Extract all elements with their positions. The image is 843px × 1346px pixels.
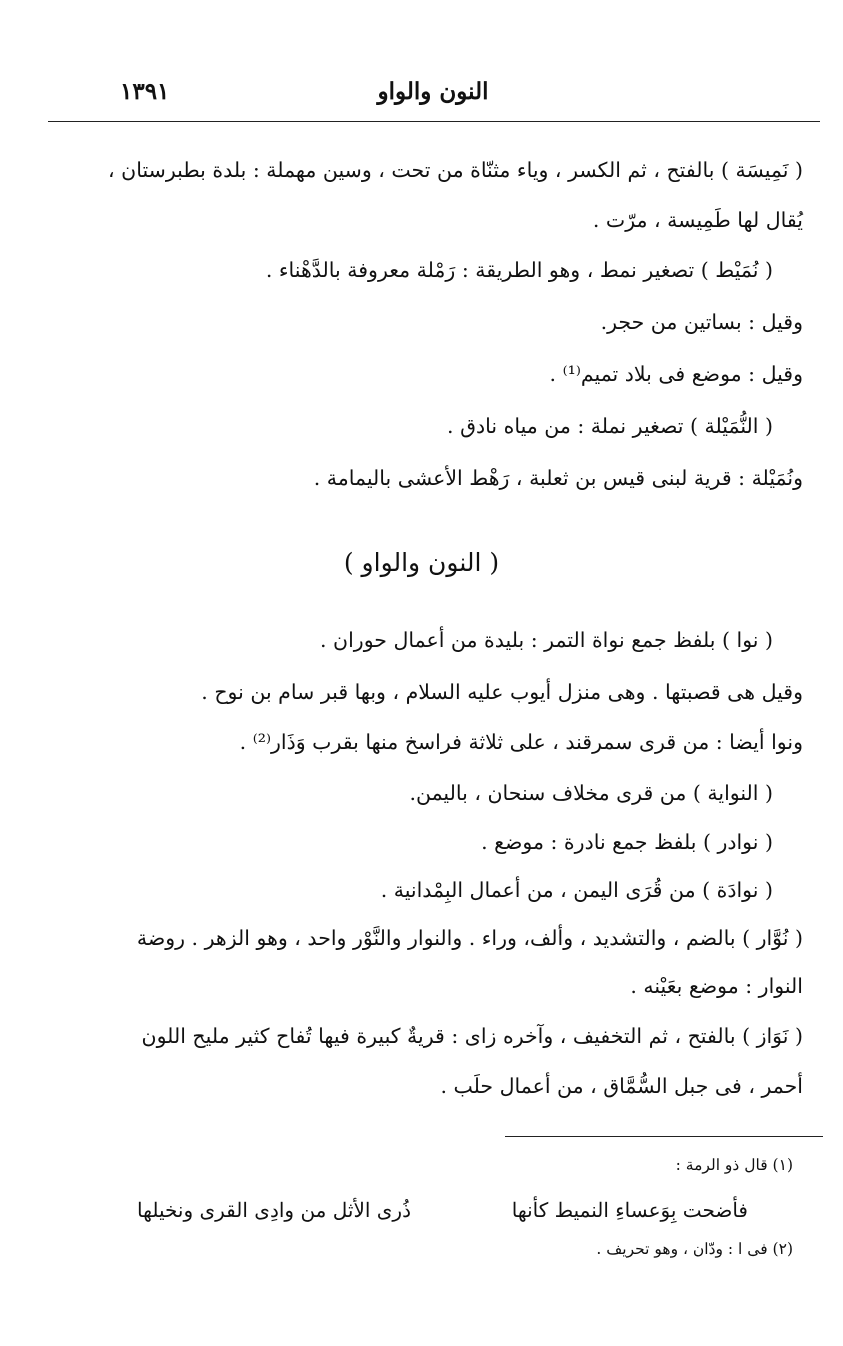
footnote-1-intro: (١) قال ذو الرمة : bbox=[675, 1156, 793, 1174]
text-line: أحمر ، فى جبل السُّمَّاق ، من أعمال حلَب . bbox=[440, 1074, 803, 1098]
text-line: يُقال لها طَمِيسة ، مرّت . bbox=[592, 208, 803, 232]
footnote-rule bbox=[505, 1136, 823, 1137]
text-line: ( النواية ) من قرى مخلاف سنحان ، باليمن. bbox=[409, 781, 773, 805]
section-heading: ( النون والواو ) bbox=[343, 548, 500, 577]
text-line: ( نوادَة ) من قُرَى اليمن ، من أعمال البِمْدانية . bbox=[380, 878, 773, 902]
text-line: ( نوادر ) بلفظ جمع نادرة : موضع . bbox=[481, 830, 773, 854]
footnote-1-verse-second-hemistich: ذُرى الأثل من وادِى القرى ونخيلها bbox=[137, 1198, 411, 1222]
text-line: ( نَوَاز ) بالفتح ، ثم التخفيف ، وآخره زاى : قريةٌ كبيرة فيها تُفاح كثير مليح اللون bbox=[141, 1024, 803, 1048]
page-number: ١٣٩١ bbox=[120, 78, 170, 105]
text-line: ( نوا ) بلفظ جمع نواة التمر : بليدة من أعمال حوران . bbox=[320, 628, 773, 652]
text-line: ( نُمَيْط ) تصغير نمط ، وهو الطريقة : رَمْلة معروفة بالدَّهْناء . bbox=[265, 258, 773, 282]
text-line: ونوا أيضا : من قرى سمرقند ، على ثلاثة فراسخ منها بقرب وَذَار⁽²⁾ . bbox=[239, 730, 803, 754]
footnote-1-verse-first-hemistich: فأضحت بِوَعساءِ النميط كأنها bbox=[511, 1198, 748, 1222]
text-line: وقيل : بساتين من حجر. bbox=[600, 310, 803, 334]
text-line: ونُمَيْلة : قرية لبنى قيس بن ثعلبة ، رَهْط الأعشى باليمامة . bbox=[313, 466, 803, 490]
running-title: النون والواو bbox=[377, 78, 489, 105]
text-line: ( نُوَّار ) بالضم ، والتشديد ، وألف، وراء . والنوار والنَّوْر واحد ، وهو الزهر . روضة bbox=[136, 926, 803, 950]
text-line: ( النُّمَيْلة ) تصغير نملة : من مياه نادق . bbox=[447, 414, 773, 438]
text-line: وقيل هى قصبتها . وهى منزل أيوب عليه السلام ، وبها قبر سام بن نوح . bbox=[201, 680, 803, 704]
text-line: وقيل : موضع فى بلاد تميم⁽¹⁾ . bbox=[549, 362, 803, 386]
text-line: ( نَمِيسَة ) بالفتح ، ثم الكسر ، وياء مثنّاة من تحت ، وسين مهملة : بلدة بطبرستان ، bbox=[108, 158, 803, 182]
text-line: النوار : موضع بعَيْنه . bbox=[630, 974, 803, 998]
page-header bbox=[48, 78, 818, 114]
footnote-2: (٢) فى ا : ودّان ، وهو تحريف . bbox=[596, 1240, 793, 1258]
header-rule bbox=[48, 121, 820, 122]
